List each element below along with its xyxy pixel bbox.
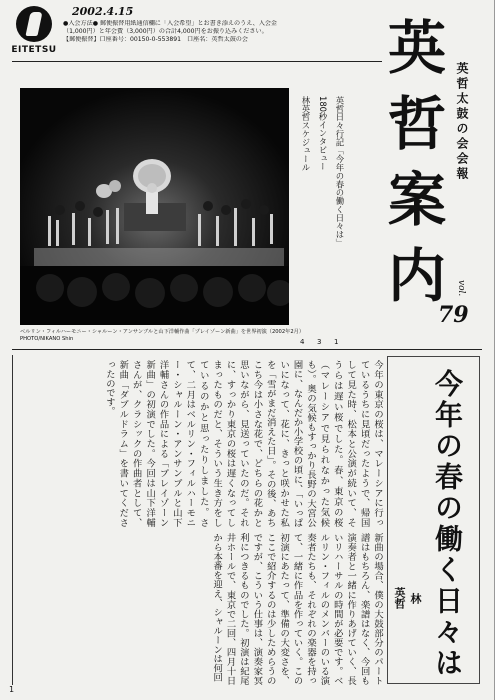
photo-caption: ベルリン・フィルハーモニー・シャルーン・アンサンブルと山下洋輔作曲「プレイゾーン新曲」を世界初演（2002年2月） PHOTO/NIKANO Shin [20, 329, 307, 342]
drummer-logo-icon [16, 6, 52, 42]
table-of-contents [300, 96, 346, 346]
notice-line: （1,000円）と年会費（3,000円）の合計4,000円をお振り込みください。 [63, 28, 268, 36]
masthead [384, 10, 484, 335]
article-headline-box [387, 356, 480, 684]
toc-title: 林英哲スケジュール [301, 96, 311, 172]
title-char: 哲 [387, 90, 446, 158]
article-author: 林 英哲 [393, 587, 422, 615]
notice-line: 【郵便振替】口座番号：00150-0-553891 口座名：英哲太鼓の会 [63, 36, 248, 44]
concert-stage-image [20, 88, 289, 325]
title-char: 案 [387, 166, 446, 234]
margin-rule [12, 355, 13, 685]
concert-photo [20, 88, 289, 325]
toc-title: 180秒インタビュー [318, 96, 328, 171]
title-char: 内 [387, 242, 446, 310]
toc-item[interactable] [317, 96, 329, 346]
notice-line: ●入会方法● 郵便振替用紙通信欄に「入会希望」とお書き添えのうえ、入会金 [63, 20, 278, 27]
toc-item[interactable] [334, 96, 346, 346]
toc-page: 1 [334, 338, 339, 346]
article-headline: 今年の春の働く日々は [431, 369, 464, 679]
toc-item[interactable] [300, 96, 312, 346]
article-body-lower: 新曲の場合、僕の大鼓部分のパート譜はもちろん、楽譜はなく、今回も演奏者と一緒に作りあげていく、長いリハーサルの時間が必要です。ベルリン・フィルのメンバーのいる演奏者たちも、それぞれの楽器を持って、一緒に作品を作っていく。この初演にあたって、準備の大変さを、ここで紹介するのは少しためらうのですが、こういう仕事は、演奏家冥利につきるものでした。初演は紀尾井ホールで、東京で二回、四月十日から本番を迎え、シャルーンは何回 [211, 533, 383, 685]
toc-page: 4 [300, 338, 305, 346]
article-body-upper: 今年の東京の桜は、マレーシアに行っているうちに見頃だったようで、帰国して見た時、松本と公演が続いて、そうらは遅い桜でした。春、東京の桜（マレーシアで見られなかった気候も）。奥の気候もすっかり長野の大宮公園に、なんだか小学校の頃に、「いっぱいになって、花に、きっと咲かせた私を「雪がまだ消えた日」。その後、あちこち今は小さな花で、どちらの花かと思いながら、見送っていたのだ。それに、すっかり東京の桜は遅くなってしまったものだと、そういう生き方をしているのかと思ったりしました。さて、二月はベルリン・フィルハーモニー・シャルーン・アンサンブルと山下洋輔さんの作品による「プレイゾーン新曲」の初演でした。今回は山下洋輔さんが、クラシックの作曲者として、新曲「ダブルドラム」を書いてくださったのです。 [103, 360, 383, 527]
volume-label: vol. [456, 280, 466, 297]
membership-notice [63, 20, 380, 45]
header-divider [12, 61, 382, 62]
section-divider [12, 349, 482, 350]
toc-title: 英哲日々行記「今年の春の働く日々は」 [335, 96, 345, 248]
logo [8, 6, 60, 62]
issue-date: 2002.4.15 [72, 5, 134, 18]
page-number: 1 [9, 685, 15, 694]
logo-text: EITETSU [11, 45, 57, 55]
volume-number: 79 [438, 302, 469, 328]
newsletter-title [384, 10, 450, 314]
toc-page: 3 [317, 338, 322, 346]
title-char: 英 [387, 14, 446, 82]
newsletter-subtitle: 英哲太鼓の会会報 [455, 62, 469, 182]
